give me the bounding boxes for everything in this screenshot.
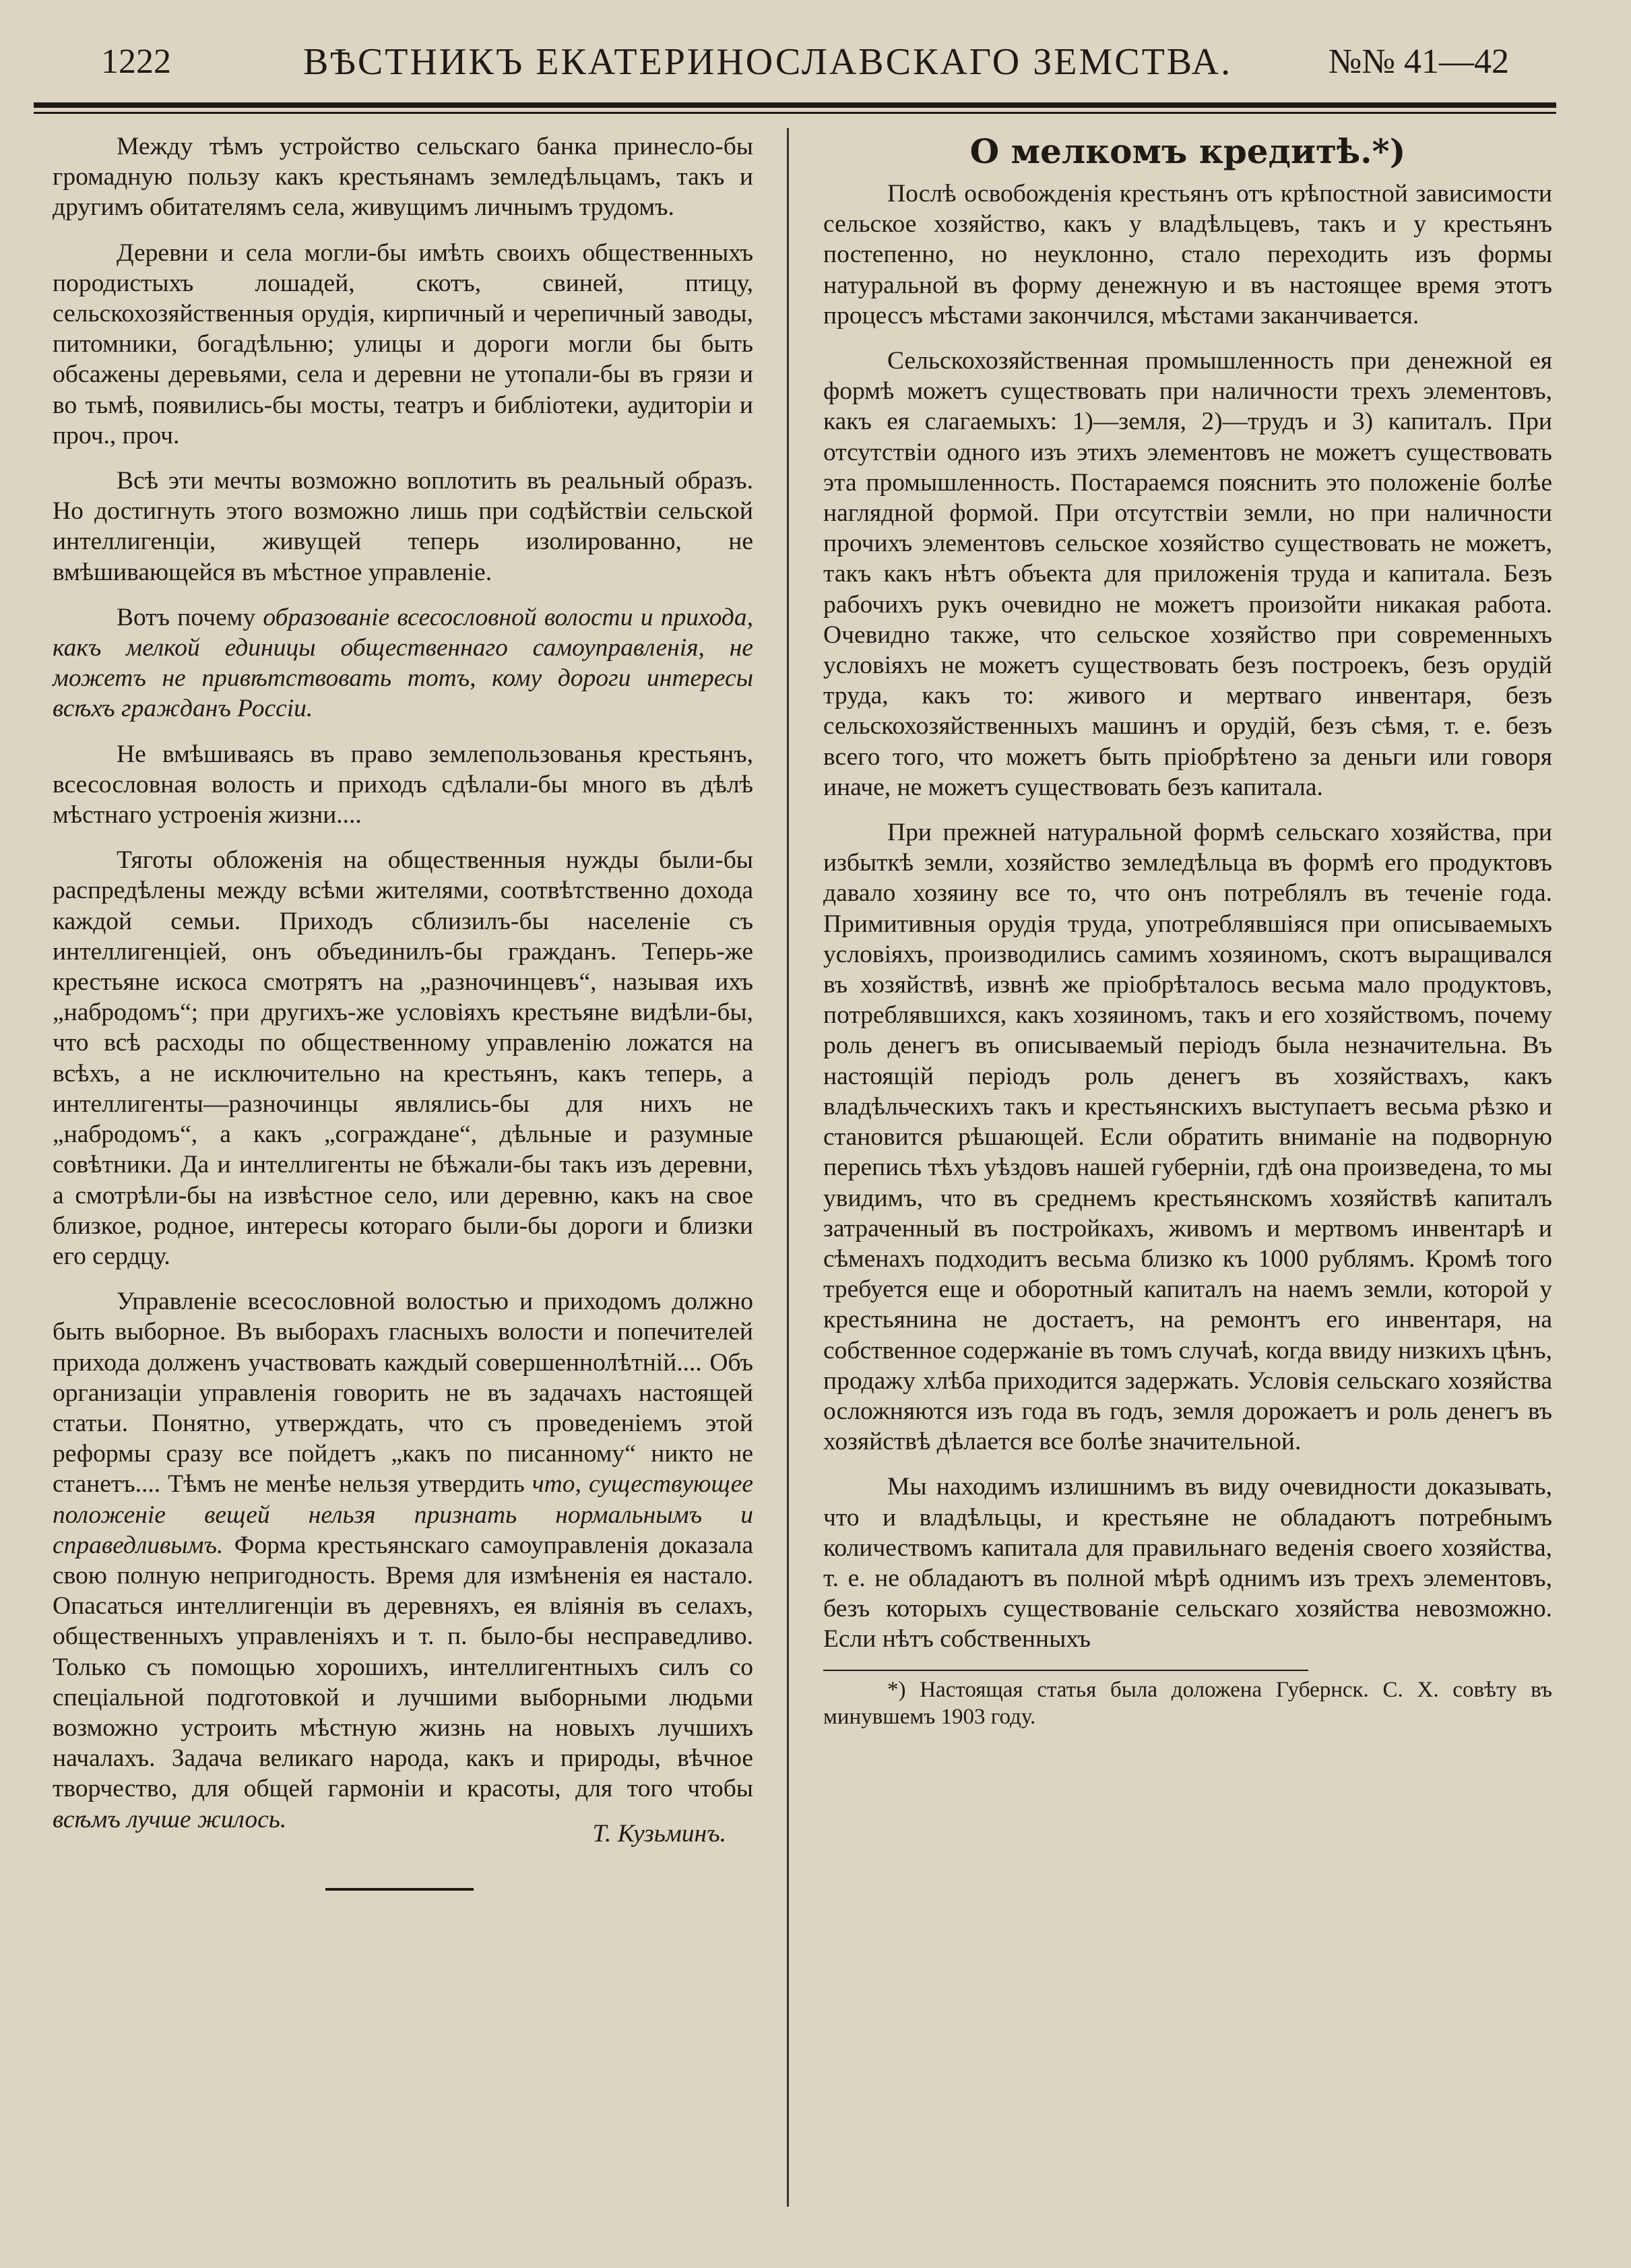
- page-header: [101, 35, 1509, 96]
- left-paragraph-3: Всѣ эти мечты возможно воплотить въ реальный образъ. Но достигнуть этого возможно лишь при содѣйствіи сельской интеллигенціи, живущей теперь изолированно, не вмѣшивающейся въ мѣстное управленіе.: [53, 467, 753, 586]
- page-number: 1222: [101, 42, 171, 81]
- left-paragraph-5: Не вмѣшиваясь въ право землепользованья крестьянъ, всесословная волость и приходъ сдѣлали-бы много въ дѣлѣ мѣстнаго устроенія жизни....: [53, 740, 753, 829]
- left-paragraph-2: Деревни и села могли-бы имѣть своихъ общественныхъ породистыхъ лошадей, скотъ, свиней, птицу, сельскохозяйственныя орудія, кирпичный и черепичный заводы, питомники, богадѣльню; улицы и дороги могли бы быть обсажены деревьями, села и деревни не утопали-бы въ грязи и во тьмѣ, появились-бы мосты, театръ и библіотеки, аудиторіи и проч., проч.: [53, 239, 753, 449]
- right-paragraph-4: Мы находимъ излишнимъ въ виду очевидности доказывать, что и владѣльцы, и крестьяне не обладаютъ потребнымъ количествомъ капитала для правильнаго веденія своего хозяйства, т. е. не обладаютъ въ полной мѣрѣ однимъ изъ трехъ элементовъ, безъ которыхъ существованіе сельскаго хозяйства невозможно. Если нѣтъ собственныхъ: [823, 1473, 1552, 1653]
- left-paragraph-6: Тяготы обложенія на общественныя нужды были-бы распредѣлены между всѣми жителями, соотвѣтственно дохода каждой семьи. Приходъ сблизилъ-бы населеніе съ интеллигенціей, онъ объединилъ-бы гражданъ. Теперь-же крестьяне искоса смотрятъ на „разночинцевъ“, называя ихъ „набродомъ“; при другихъ-же условіяхъ крестьяне видѣли-бы, что всѣ расходы по общественному управленію ложатся на всѣхъ, а не исключительно на крестьянъ, какъ теперь, а интеллигенты—разночинцы являлись-бы для нихъ не „набродомъ“, а какъ „сограждане“, дѣльные и разумные совѣтники. Да и интеллигенты не бѣжали-бы такъ изъ деревни, а смотрѣли-бы на извѣстное село, или деревню, какъ на свое близкое, родное, интересы котораго были-бы дороги и близки его сердцу.: [53, 846, 753, 1270]
- right-paragraph-3: При прежней натуральной формѣ сельскаго хозяйства, при избыткѣ земли, хозяйство земледѣльца въ формѣ его продуктовъ давало хозяину все то, что онъ потреблялъ въ теченіе года. Примитивныя орудія труда, употреблявшіяся при описываемыхъ условіяхъ, производились самимъ хозяиномъ, скотъ выращивался въ хозяйствѣ, извнѣ же пріобрѣталось весьма мало продуктовъ, потреблявшихся, какъ хозяиномъ, такъ и его хозяйствомъ, почему роль денегъ въ описываемый періодъ была незначительна. Въ настоящій періодъ роль денегъ въ хозяйствахъ, какъ владѣльческихъ такъ и крестьянскихъ выступаетъ весьма рѣзко и становится рѣшающей. Если обратить вниманіе на подворную перепись тѣхъ уѣздовъ нашей губерніи, гдѣ она произведена, то мы увидимъ, что въ среднемъ крестьянскомъ хозяйствѣ капиталъ затраченный въ постройкахъ, живомъ и мертвомъ инвентарѣ и сѣменахъ подходитъ весьма близко къ 1000 рублямъ. Кромѣ того требуется еще и оборотный капиталъ на наемъ земли, которой у крестьянина не достаетъ, на ремонтъ его инвентаря, на собственное содержаніе въ томъ случаѣ, когда ввиду низкихъ цѣнъ, продажу хлѣба приходится задержать. Условія сельскаго хозяйства осложняются изъ года въ годъ, земля дорожаетъ и роль денегъ въ хозяйствѣ дѣлается все болѣе значительной.: [823, 819, 1552, 1456]
- footnote-rule: [823, 1670, 1308, 1671]
- left-paragraph-1: Между тѣмъ устройство сельскаго банка принесло-бы громадную пользу какъ крестьянамъ земледѣльцамъ, такъ и другимъ обитателямъ села, живущимъ личнымъ трудомъ.: [53, 133, 753, 222]
- right-column: [823, 131, 1552, 1745]
- left-p4-italic: образованіе всесословной волости и прихода, какъ мелкой единицы общественнаго самоуправленія, не можетъ не привѣтствовать тотъ, кому дороги интересы всѣхъ гражданъ Россіи.: [53, 603, 754, 723]
- right-paragraph-2: Сельскохозяйственная промышленность при денежной ея формѣ можетъ существовать при наличности трехъ элементовъ, какъ ея слагаемыхъ: 1)—земля, 2)—трудъ и 3) капиталъ. При отсутствіи одного изъ этихъ элементовъ не можетъ существовать эта промышленность. Постараемся пояснить это положеніе болѣе наглядной формой. При отсутствіи земли, но при наличности прочихъ элементовъ сельское хозяйство существовать не можетъ, такъ какъ нѣтъ объекта для приложенія труда и капитала. Безъ рабочихъ рукъ очевидно не можетъ произойти никакая работа. Очевидно также, что сельское хозяйство при современныхъ условіяхъ не можетъ существовать безъ построекъ, безъ орудій труда, какъ то: живого и мертваго инвентаря, безъ сельскохозяйственныхъ машинъ и орудій, безъ сѣмя, т. е. безъ всего того, что можетъ быть пріобрѣтено за деньги или говоря иначе, не можетъ существовать безъ капитала.: [823, 347, 1552, 801]
- right-paragraph-1: Послѣ освобожденія крестьянъ отъ крѣпостной зависимости сельское хозяйство, какъ у владѣльцевъ, такъ и у крестьянъ постепенно, но неуклонно, стало переходить изъ формы натуральной въ форму денежную и въ настоящее время этотъ процессъ мѣстами закончился, мѣстами заканчивается.: [823, 180, 1552, 329]
- header-rule-thick: [34, 102, 1556, 108]
- left-column: [53, 131, 753, 1891]
- footnote: *) Настоящая статья была доложена Губернск. С. Х. совѣту въ минувшемъ 1903 году.: [823, 1677, 1552, 1729]
- issue-number: №№ 41—42: [1328, 42, 1509, 81]
- left-p7-italic-end: всѣмъ лучше жилось.: [53, 1805, 287, 1833]
- header-rule-thin: [34, 112, 1556, 114]
- author-signature: Т. Кузьминъ.: [592, 1819, 726, 1848]
- left-paragraph-4: [53, 602, 753, 724]
- journal-title: ВѢСТНИКЪ ЕКАТЕРИНОСЛАВСКАГО ЗЕМСТВА.: [303, 41, 1233, 83]
- left-p7-italic: что, существующее положеніе вещей нельзя признать нормальнымъ и справедливымъ.: [53, 1470, 753, 1559]
- left-p7-end: Форма крестьянскаго самоуправленія доказала свою полную непригодность. Время для измѣненія ея настало. Опасаться интеллигенціи въ деревняхъ, ея вліянія въ селахъ, общественныхъ управленіяхъ и т. п. было-бы несправедливо. Только съ помощью хорошихъ, интеллигентныхъ силъ со спеціальной подготовкой и лучшими выборными людьми возможно устроить мѣстную жизнь на новыхъ лучшихъ началахъ. Задача великаго народа, какъ и природы, вѣчное творчество, для общей гармоніи и красоты, для того чтобы: [53, 1531, 753, 1803]
- left-p4-start: Вотъ почему: [117, 603, 256, 631]
- left-p7-start: Управленіе всесословной волостью и приходомъ должно быть выборное. Въ выборахъ гласныхъ волости и попечителей прихода долженъ участвовать каждый совершеннолѣтній.... Объ организаціи управленія говорить не въ задачахъ настоящей статьи. Понятно, утверждать, что съ проведеніемъ этой реформы сразу все пойдетъ „какъ по писанному“ никто не станетъ.... Тѣмъ не менѣе нельзя утвердить: [53, 1288, 753, 1499]
- article-title: О мелкомъ кредитѣ.*): [969, 131, 1406, 171]
- column-divider: [787, 128, 789, 2207]
- article-end-rule: [325, 1888, 474, 1891]
- left-paragraph-7: [53, 1286, 753, 1835]
